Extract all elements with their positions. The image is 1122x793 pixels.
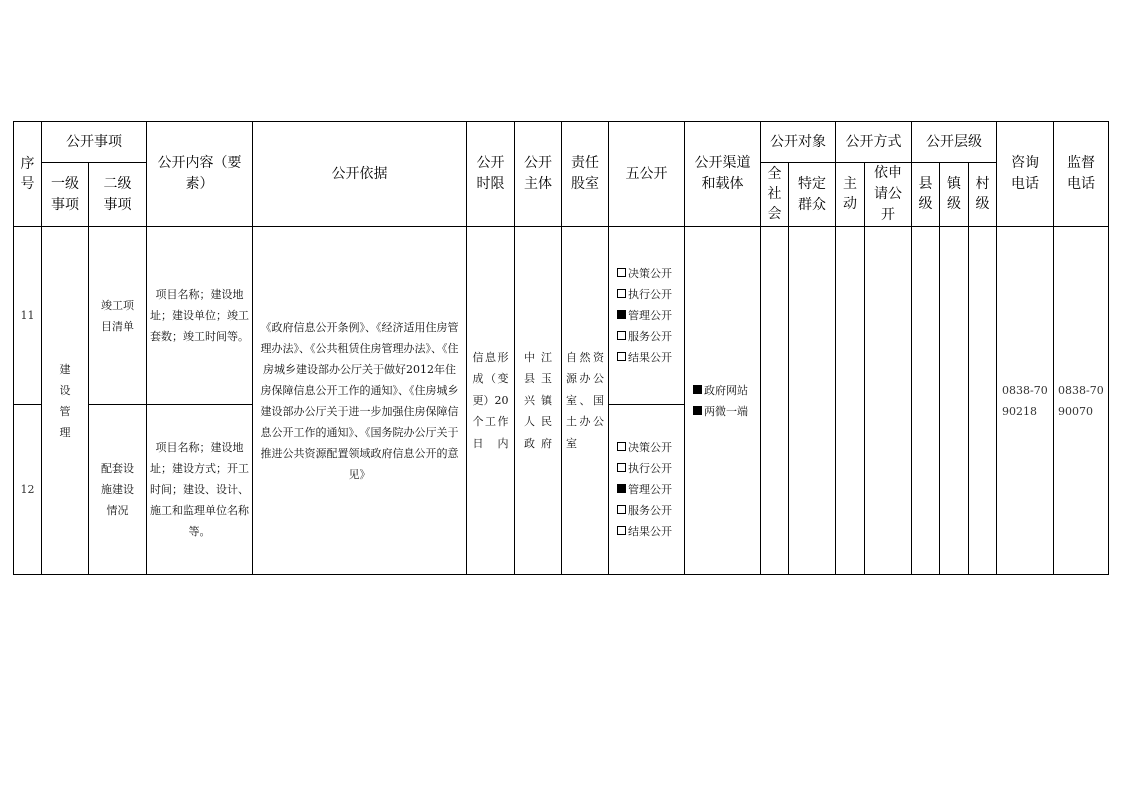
header-mode-group: 公开方式: [836, 122, 912, 163]
header-level1: [42, 163, 89, 227]
header-level-town: [940, 163, 969, 227]
five-item: [617, 326, 684, 347]
row-audience-all: [761, 227, 789, 575]
checkbox-icon: [617, 268, 626, 277]
row-seq: 12: [14, 405, 42, 575]
row-level2: [89, 405, 147, 575]
five-item-label: 执行公开: [628, 462, 672, 475]
header-subject: [515, 122, 562, 227]
header-content-label: 公开内容（要素）: [157, 155, 242, 192]
header-consult-label: 咨询电话: [1011, 155, 1039, 192]
row-consult-phone: [997, 227, 1054, 575]
channel-item-label: 两微一端: [704, 404, 748, 418]
five-list: [609, 263, 684, 368]
row-audience-specific: [789, 227, 836, 575]
five-item: [617, 500, 684, 521]
checkbox-icon: [617, 463, 626, 472]
row-mode-active: [836, 227, 865, 575]
row-content: 项目名称；建设地址；建设方式；开工时间；建设、设计、施工和监理单位名称等。: [147, 405, 253, 575]
header-dept-label: 责任股室: [571, 155, 599, 192]
header-level-town-label: 镇级: [947, 176, 961, 212]
channel-item: [693, 380, 760, 401]
header-audience-specific-label: 特定群众: [798, 175, 826, 213]
five-item-label: 结果公开: [628, 351, 672, 364]
header-subject-label: 公开主体: [524, 155, 552, 192]
channel-item: [693, 401, 760, 422]
five-item-label: 结果公开: [628, 525, 672, 538]
row-level-village: [969, 227, 997, 575]
row-subject-label: 中江县玉兴镇人民政府: [524, 350, 552, 450]
five-item: [617, 437, 684, 458]
five-item-label: 执行公开: [628, 288, 672, 301]
row-level-county: [912, 227, 940, 575]
header-audience-specific: [789, 163, 836, 227]
row-time-limit: [467, 227, 515, 575]
checkbox-checked-icon: [617, 310, 626, 319]
five-item: [617, 458, 684, 479]
row-basis: 《政府信息公开条例》、《经济适用住房管理办法》、《公共租赁住房管理办法》、《住房城乡建设部办公厅关于做好2012年住房保障信息公开工作的通知》、《住房城乡建设部办公厅关于进一步加强住房保障信息公开工作的通知》、《国务院办公厅关于推进公共资源配置领域政府信息公开的意见》: [253, 227, 467, 575]
header-basis: 公开依据: [253, 122, 467, 227]
row-level2-label: 配套设施建设情况: [101, 462, 134, 517]
row-subject: [515, 227, 562, 575]
table-row: [14, 227, 1109, 405]
header-time-limit-label: 公开时限: [476, 155, 505, 192]
row-five: [609, 405, 685, 575]
header-channel: [685, 122, 761, 227]
five-item: [617, 347, 684, 368]
row-seq: 11: [14, 227, 42, 405]
channel-item-label: 政府网站: [704, 383, 748, 397]
header-dept: [562, 122, 609, 227]
row-level1-label: 建设管理: [59, 362, 71, 439]
row-supervise-phone: [1054, 227, 1109, 575]
header-mode-active: [836, 163, 865, 227]
five-item: [617, 479, 684, 500]
five-list: [609, 437, 684, 542]
row-dept: [562, 227, 609, 575]
header-audience-all: [761, 163, 789, 227]
row-level1: [42, 227, 89, 575]
row-level-town: [940, 227, 969, 575]
row-level2-label: 竣工项目清单: [101, 298, 134, 333]
header-items-group: 公开事项: [42, 122, 147, 163]
header-level2-label: 二级事项: [103, 175, 132, 213]
checkbox-checked-icon: [617, 484, 626, 493]
consult-phone-value: 0838-7090218: [1002, 383, 1048, 418]
header-time-limit: [467, 122, 515, 227]
five-item-label: 决策公开: [628, 267, 672, 280]
row-time-limit-label: 信息形成（变更）20个工作日内: [472, 350, 509, 450]
five-item-label: 服务公开: [628, 504, 672, 517]
checkbox-icon: [617, 505, 626, 514]
checkbox-icon: [617, 352, 626, 361]
five-item-label: 管理公开: [628, 483, 672, 496]
header-level1-label: 一级事项: [51, 175, 79, 213]
header-supervise: [1054, 122, 1109, 227]
five-item: [617, 263, 684, 284]
header-level2: [89, 163, 147, 227]
checkbox-icon: [617, 289, 626, 298]
five-item-label: 服务公开: [628, 330, 672, 343]
checkbox-icon: [617, 331, 626, 340]
header-seq: [14, 122, 42, 227]
five-item-label: 决策公开: [628, 441, 672, 454]
header-content: [147, 122, 253, 227]
header-level-county-label: 县级: [918, 176, 933, 212]
supervise-phone-value: 0838-7090070: [1058, 383, 1104, 418]
disclosure-table: [13, 121, 1109, 575]
row-level2: [89, 227, 147, 405]
header-five: 五公开: [609, 122, 685, 227]
header-level-village-label: 村级: [975, 176, 990, 212]
five-item-label: 管理公开: [628, 309, 672, 322]
row-five: [609, 227, 685, 405]
header-channel-label: 公开渠道和载体: [694, 155, 751, 192]
header-consult: [997, 122, 1054, 227]
header-level-village: [969, 163, 997, 227]
header-audience-group: 公开对象: [761, 122, 836, 163]
checkbox-icon: [617, 442, 626, 451]
header-audience-all-label: 全社会: [767, 166, 782, 222]
header-level-county: [912, 163, 940, 227]
five-item: [617, 284, 684, 305]
row-mode-request: [865, 227, 912, 575]
five-item: [617, 521, 684, 542]
row-dept-label: 自然资源办公室、国土办公室: [566, 350, 604, 450]
checkbox-icon: [617, 526, 626, 535]
row-channel: [685, 227, 761, 575]
row-content: 项目名称；建设地址；建设单位；竣工套数；竣工时间等。: [147, 227, 253, 405]
channel-list: [685, 380, 760, 422]
header-seq-label: 序号: [20, 156, 35, 192]
header-mode-request: [865, 163, 912, 227]
header-level-group: 公开层级: [912, 122, 997, 163]
header-mode-request-label: 依申请公开: [874, 165, 902, 223]
header-supervise-label: 监督电话: [1067, 155, 1095, 192]
five-item: [617, 305, 684, 326]
checkbox-checked-icon: [693, 406, 702, 415]
checkbox-checked-icon: [693, 385, 702, 394]
header-mode-active-label: 主动: [843, 176, 857, 212]
